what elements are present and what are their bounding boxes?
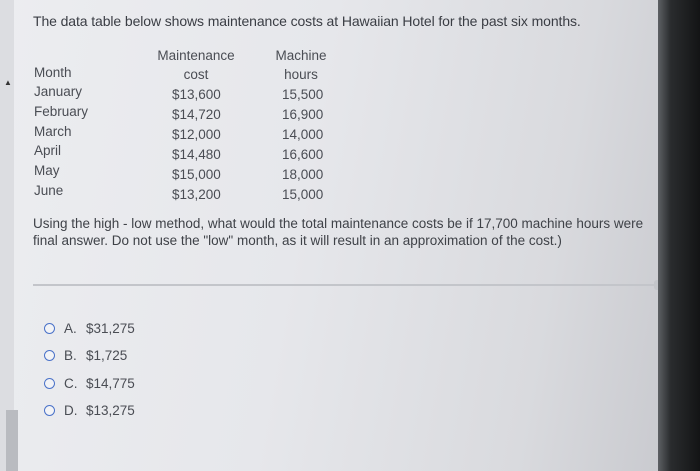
- answer-option-c[interactable]: [44, 376, 135, 391]
- table-cell-cost: $12,000: [172, 127, 221, 142]
- table-cell-hours: 15,000: [282, 187, 324, 202]
- table-cell-month: January: [34, 84, 83, 99]
- table-cell-hours: 18,000: [282, 167, 324, 182]
- left-edge: [0, 0, 14, 471]
- radio-button[interactable]: [44, 405, 55, 416]
- left-arrow-icon[interactable]: ▲: [4, 78, 12, 87]
- option-value: $31,275: [86, 321, 135, 336]
- table-cell-cost: $14,720: [172, 107, 221, 122]
- answer-option-d[interactable]: [44, 403, 135, 418]
- question-line-1: Using the high - low method, what would the total maintenance costs be if 17,700 machine hours were: [33, 216, 644, 231]
- table-cell-month: April: [34, 143, 62, 158]
- option-letter: C.: [64, 376, 78, 391]
- table-cell-month: March: [34, 124, 72, 139]
- radio-button[interactable]: [44, 323, 55, 334]
- answer-option-a[interactable]: [44, 321, 135, 336]
- table-cell-hours: 16,600: [282, 147, 324, 162]
- question-text: [33, 215, 665, 249]
- answer-option-b[interactable]: [44, 348, 127, 363]
- header-cost: cost: [183, 67, 209, 82]
- intro-text: The data table below shows maintenance costs at Hawaiian Hotel for the past six months.: [33, 13, 581, 29]
- table-cell-month: May: [34, 163, 60, 178]
- table-cell-cost: $14,480: [172, 147, 221, 162]
- option-value: $1,725: [86, 348, 128, 363]
- header-month: Month: [34, 65, 72, 80]
- option-value: $13,275: [86, 403, 135, 418]
- option-letter: A.: [64, 321, 77, 336]
- table-cell-hours: 16,900: [282, 107, 324, 122]
- table-cell-cost: $13,200: [172, 187, 221, 202]
- option-letter: D.: [64, 403, 78, 418]
- table-cell-cost: $13,600: [172, 87, 221, 102]
- header-machine: Machine: [275, 48, 327, 63]
- monitor-bezel: [658, 0, 700, 471]
- table-cell-hours: 15,500: [282, 87, 324, 102]
- radio-button[interactable]: [44, 350, 55, 361]
- scrollbar[interactable]: [6, 410, 18, 471]
- question-line-2: final answer. Do not use the "low" month, as it will result in an approximation of the cost.): [33, 233, 562, 248]
- divider: [33, 284, 658, 286]
- header-maintenance: Maintenance: [157, 48, 235, 63]
- option-value: $14,775: [86, 376, 135, 391]
- radio-button[interactable]: [44, 378, 55, 389]
- option-letter: B.: [64, 348, 77, 363]
- header-hours: hours: [284, 67, 318, 82]
- table-cell-hours: 14,000: [282, 127, 324, 142]
- table-cell-cost: $15,000: [172, 167, 221, 182]
- table-cell-month: June: [34, 183, 64, 198]
- table-cell-month: February: [34, 104, 89, 119]
